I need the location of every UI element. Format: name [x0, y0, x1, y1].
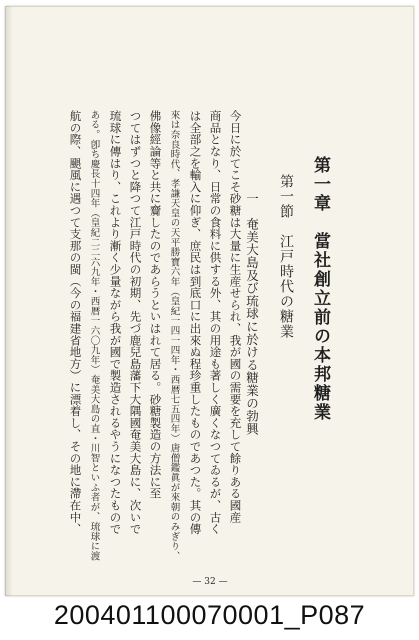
page-gutter-shadow: [5, 6, 13, 596]
body-line: は全部之を輸入に仰ぎ、庶民は到底口に出來ぬ程珍重したものであつた。其の傳: [188, 110, 203, 535]
archive-id-caption: 200401100070001_P087: [53, 600, 366, 630]
body-line: 航の際、颶風に遇つて支那の閩（今の福建省地方）に漂着し、その地に滯在中、: [68, 110, 83, 535]
page-number: — 32 —: [192, 577, 228, 587]
body-line: 琉球に傳はり、これより漸く少量ながら我が國で製造されるやうになつたもので: [108, 110, 123, 535]
chapter-title: 第一章 當社創立前の本邦糖業: [310, 156, 330, 422]
subsection-title: 一 奄美大島及び琉球に於ける糖業の勃興: [244, 192, 260, 436]
section-title: 第一節 江戸時代の糖業: [278, 174, 294, 339]
body-line: 佛像經論等と共に齎したのであらうといはれて居る。砂糖製造の方法に至: [148, 110, 163, 500]
body-line: ある。卽ち慶長十四年（皇紀二二六九年・西暦一六〇九年）奄美大島の直・川智といふ者が、琉球に渡: [88, 110, 100, 561]
book-page: [5, 6, 414, 596]
body-line: 商品となり、日常の食料に供する外、其の用途も著しく廣くなつてゐるが、古く: [208, 110, 223, 535]
body-line: 今日に於てこそ砂糖は大量に生産せられ、我が國の需要を充して餘りある國産: [228, 110, 243, 523]
body-line: 來は奈良時代、孝謙天皇の天平勝寶六年（皇紀一四一四年・西暦七五四年）唐僧鑑眞が來朝のみぎり、: [168, 110, 180, 561]
body-line: つてはずつと降つて江戸時代の初期、先づ鹿兒島藩下大隅國奄美大島に、次いで: [128, 110, 143, 535]
